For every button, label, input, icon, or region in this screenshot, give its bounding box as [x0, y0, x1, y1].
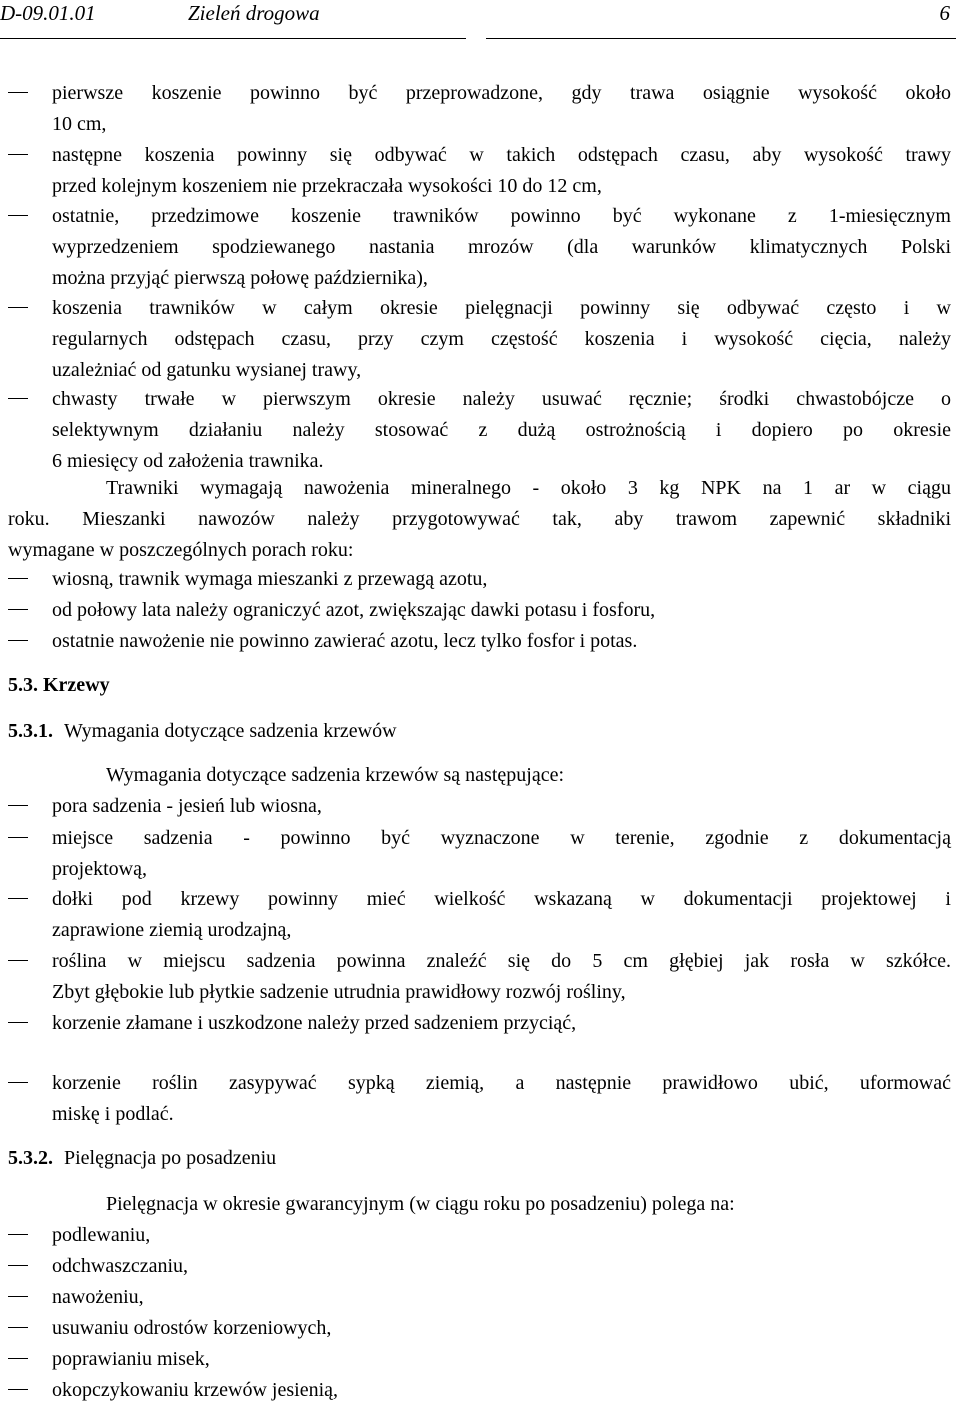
page-header	[0, 0, 952, 30]
dash-bullet	[8, 1327, 28, 1328]
dash-bullet	[8, 640, 28, 641]
text-line: okopczykowaniu krzewów jesienią,	[52, 1379, 339, 1401]
subsection-number: 5.3.1.	[8, 720, 53, 742]
dash-bullet	[8, 1082, 28, 1083]
text-line: selektywnym działaniu należy stosować z dużą ostrożnością i dopiero po okresie	[52, 419, 951, 441]
dash-bullet	[8, 1358, 28, 1359]
text-line: wiosną, trawnik wymaga mieszanki z przewagą azotu,	[52, 568, 488, 590]
dash-bullet	[8, 578, 28, 579]
text-line: podlewaniu,	[52, 1224, 151, 1246]
text-line: Wymagania dotyczące sadzenia krzewów są następujące:	[106, 764, 565, 786]
dash-bullet	[8, 92, 28, 93]
text-line: przed kolejnym koszeniem nie przekraczała wysokości 10 do 12 cm,	[52, 175, 602, 197]
dash-bullet	[8, 1389, 28, 1390]
text-line: koszenia trawników w całym okresie pielęgnacji powinny się odbywać często i w	[52, 297, 951, 319]
dash-bullet	[8, 1022, 28, 1023]
document-title: Zieleń drogowa	[188, 1, 320, 25]
text-line: poprawianiu misek,	[52, 1348, 210, 1370]
text-line: 10 cm,	[52, 113, 107, 135]
text-line: od połowy lata należy ograniczyć azot, zwiększając dawki potasu i fosforu,	[52, 599, 656, 621]
text-line: pierwsze koszenie powinno być przeprowadzone, gdy trawa osiągnie wysokość około	[52, 82, 951, 104]
text-line: korzenie roślin zasypywać sypką ziemią, a następnie prawidłowo ubić, uformować	[52, 1072, 951, 1094]
text-line: Trawniki wymagają nawożenia mineralnego - około 3 kg NPK na 1 ar w ciągu	[106, 477, 951, 499]
text-line: następne koszenia powinny się odbywać w takich odstępach czasu, aby wysokość trawy	[52, 144, 951, 166]
text-line: miskę i podlać.	[52, 1103, 174, 1125]
dash-bullet	[8, 898, 28, 899]
text-line: nawożeniu,	[52, 1286, 144, 1308]
text-line: można przyjąć pierwszą połowę października),	[52, 267, 428, 289]
text-line: Zbyt głębokie lub płytkie sadzenie utrudnia prawidłowy rozwój rośliny,	[52, 981, 626, 1003]
dash-bullet	[8, 215, 28, 216]
dash-bullet	[8, 805, 28, 806]
dash-bullet	[8, 609, 28, 610]
text-line: usuwaniu odrostów korzeniowych,	[52, 1317, 332, 1339]
text-line: miejsce sadzenia - powinno być wyznaczone w terenie, zgodnie z dokumentacją	[52, 827, 951, 849]
dash-bullet	[8, 1296, 28, 1297]
subsection-number: 5.3.2.	[8, 1147, 53, 1169]
text-line: ostatnie nawożenie nie powinno zawierać azotu, lecz tylko fosfor i potas.	[52, 630, 638, 652]
text-line: zaprawione ziemią urodzajną,	[52, 919, 292, 941]
text-line: Pielęgnacja w okresie gwarancyjnym (w ciągu roku po posadzeniu) polega na:	[106, 1193, 735, 1215]
text-line: roku. Mieszanki nawozów należy przygotowywać tak, aby trawom zapewnić składniki	[8, 508, 951, 530]
text-line: regularnych odstępach czasu, przy czym częstość koszenia i wysokość cięcia, należy	[52, 328, 951, 350]
text-line: uzależniać od gatunku wysianej trawy,	[52, 359, 362, 381]
text-line: dołki pod krzewy powinny mieć wielkość wskazaną w dokumentacji projektowej i	[52, 888, 951, 910]
section-heading-text: 5.3. Krzewy	[8, 674, 110, 696]
text-line: odchwaszczaniu,	[52, 1255, 189, 1277]
text-line: projektową,	[52, 858, 147, 880]
text-line: wymagane w poszczególnych porach roku:	[8, 539, 354, 561]
section-heading	[8, 670, 110, 700]
subsection-title: Pielęgnacja po posadzeniu	[64, 1147, 277, 1169]
header-rule-right	[486, 38, 956, 39]
text-line: korzenie złamane i uszkodzone należy przed sadzeniem przyciąć,	[52, 1012, 577, 1034]
page-number: 6	[939, 1, 950, 25]
subsection-title: Wymagania dotyczące sadzenia krzewów	[64, 720, 397, 742]
text-line: ostatnie, przedzimowe koszenie trawników powinno być wykonane z 1-miesięcznym	[52, 205, 951, 227]
text-line: 6 miesięcy od założenia trawnika.	[52, 450, 324, 472]
subsection-heading	[8, 1143, 276, 1173]
dash-bullet	[8, 1234, 28, 1235]
subsection-heading	[8, 716, 397, 746]
dash-bullet	[8, 1265, 28, 1266]
header-rule-left	[0, 38, 466, 39]
text-line: chwasty trwałe w pierwszym okresie należy usuwać ręcznie; środki chwastobójcze o	[52, 388, 951, 410]
document-code: D-09.01.01	[0, 1, 96, 25]
dash-bullet	[8, 154, 28, 155]
text-line: pora sadzenia - jesień lub wiosna,	[52, 795, 322, 817]
dash-bullet	[8, 398, 28, 399]
text-line: wyprzedzeniem spodziewanego nastania mrozów (dla warunków klimatycznych Polski	[52, 236, 951, 258]
dash-bullet	[8, 837, 28, 838]
dash-bullet	[8, 960, 28, 961]
dash-bullet	[8, 307, 28, 308]
text-line: roślina w miejscu sadzenia powinna znaleźć się do 5 cm głębiej jak rosła w szkółce.	[52, 950, 951, 972]
